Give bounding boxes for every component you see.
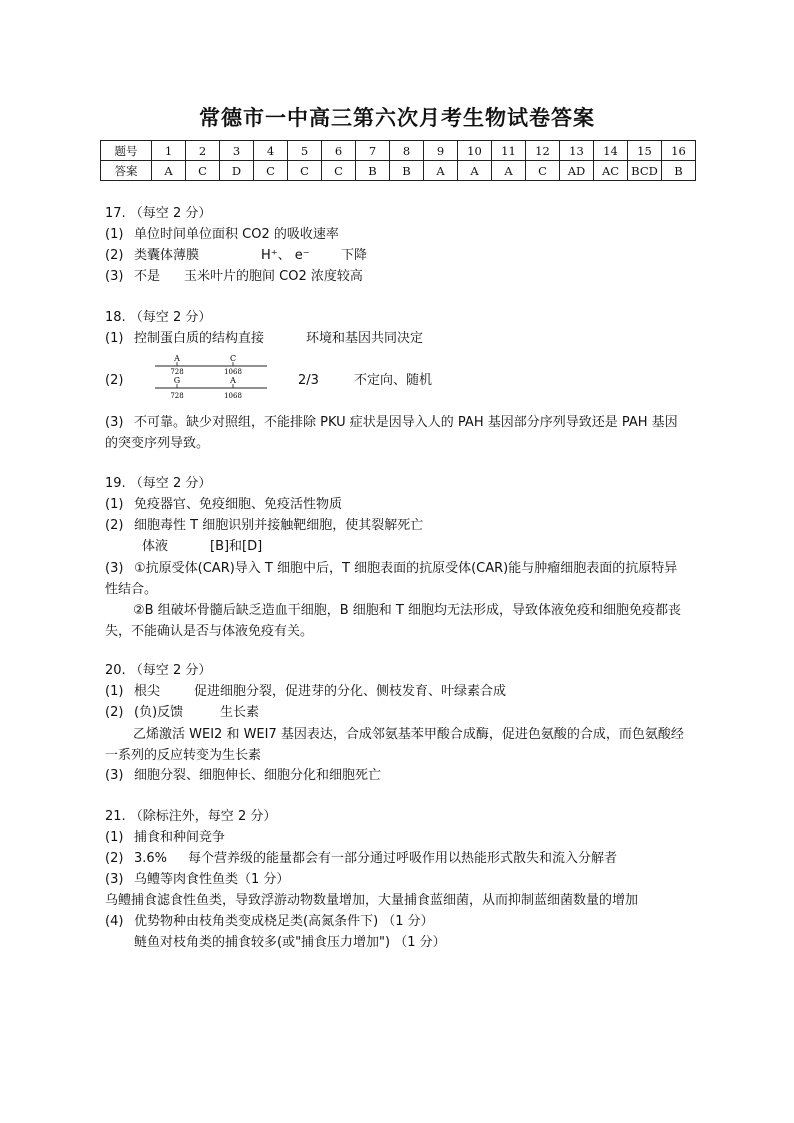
table-row-answers bbox=[101, 161, 696, 181]
q18-heading: 18. （每空 2 分） bbox=[105, 310, 212, 325]
question-number: 12 bbox=[526, 141, 560, 161]
item-number: (3) bbox=[105, 561, 124, 576]
answer-cell: C bbox=[322, 161, 356, 181]
question-number: 11 bbox=[492, 141, 526, 161]
q18-line-3 bbox=[105, 412, 690, 454]
answer-cell: A bbox=[152, 161, 186, 181]
answer-cell: A bbox=[492, 161, 526, 181]
answer-text: 不定向、随机 bbox=[354, 373, 433, 388]
row-label-question-number: 题号 bbox=[101, 141, 152, 161]
answer-cell: C bbox=[288, 161, 322, 181]
answer-cell: B bbox=[356, 161, 390, 181]
answer-text: 生长素 bbox=[220, 705, 260, 720]
q21-heading: 21. （除标注外，每空 2 分） bbox=[105, 809, 277, 824]
q19-line-3 bbox=[105, 558, 690, 600]
answer-cell: B bbox=[662, 161, 696, 181]
answer-text: 控制蛋白质的结构直接 bbox=[134, 331, 265, 346]
q20-heading: 20. （每空 2 分） bbox=[105, 663, 212, 678]
q17-line-2 bbox=[105, 246, 367, 266]
question-number: 13 bbox=[560, 141, 594, 161]
q21-line-4b: 鲢鱼对枝角类的捕食较多(或"捕食压力增加") （1 分） bbox=[134, 935, 446, 950]
item-number: (1) bbox=[105, 331, 124, 346]
question-number: 10 bbox=[458, 141, 492, 161]
answer-table bbox=[100, 140, 696, 181]
item-number: (2) bbox=[105, 705, 124, 720]
q19-line-2b bbox=[142, 537, 262, 557]
answer-cell: C bbox=[186, 161, 220, 181]
answer-text: 下降 bbox=[341, 248, 368, 263]
diagram-label-g: G bbox=[173, 376, 181, 385]
q17-line-1 bbox=[105, 225, 339, 245]
item-number: (1) bbox=[105, 497, 124, 512]
mutation-site-diagram bbox=[155, 354, 270, 402]
q19-line-2 bbox=[105, 516, 423, 536]
q20-line-2 bbox=[105, 703, 259, 723]
answer-cell: C bbox=[526, 161, 560, 181]
question-number: 16 bbox=[662, 141, 696, 161]
answer-text: ①抗原受体(CAR)导入 T 细胞中后，T 细胞表面的抗原受体(CAR)能与肿瘤细胞表面的抗原特异性结合。 bbox=[105, 561, 678, 597]
answer-cell: BCD bbox=[628, 161, 662, 181]
q21-line-3 bbox=[105, 870, 289, 890]
q21-line-1 bbox=[105, 828, 225, 848]
answer-text: 环境和基因共同决定 bbox=[306, 331, 424, 346]
answer-text: 细胞毒性 T 细胞识别并接触靶细胞，使其裂解死亡 bbox=[134, 518, 424, 533]
answer-text: 优势物种由枝角类变成桡足类(高氮条件下) （1 分） bbox=[134, 914, 434, 929]
q20-line-2c: 乙烯激活 WEI2 和 WEI7 基因表达，合成邻氨基苯甲酸合成酶，促进色氨酸的合成，而色氨酸经一系列的反应转变为生长素 bbox=[105, 727, 684, 763]
question-number: 7 bbox=[356, 141, 390, 161]
question-number: 6 bbox=[322, 141, 356, 161]
item-number: (2) bbox=[105, 373, 124, 388]
answer-text: 每个营养级的能量都会有一部分通过呼吸作用以热能形式散失和流入分解者 bbox=[188, 851, 618, 866]
question-number: 15 bbox=[628, 141, 662, 161]
item-number: (2) bbox=[105, 851, 124, 866]
answer-text: 2/3 bbox=[298, 373, 319, 388]
q20-line-1 bbox=[105, 682, 506, 702]
page-title: 常德市一中高三第六次月考生物试卷答案 bbox=[199, 105, 595, 130]
q19-heading: 19. （每空 2 分） bbox=[105, 476, 212, 491]
answer-cell: C bbox=[254, 161, 288, 181]
q17-heading: 17. （每空 2 分） bbox=[105, 206, 212, 221]
q19-line-1 bbox=[105, 495, 342, 515]
answer-text: 根尖 bbox=[134, 684, 161, 699]
question-number: 5 bbox=[288, 141, 322, 161]
diagram-pos-1068: 1068 bbox=[224, 368, 242, 376]
q19-line-3b: ②B 组破坏骨髓后缺乏造血干细胞，B 细胞和 T 细胞均无法形成，导致体液免疫和细胞免疫都丧失，不能确认是否与体液免疫有关。 bbox=[105, 603, 681, 639]
question-number: 8 bbox=[390, 141, 424, 161]
answer-text: 促进细胞分裂，促进芽的分化、侧枝发育、叶绿素合成 bbox=[194, 684, 507, 699]
answer-text: 捕食和种间竞争 bbox=[134, 830, 226, 845]
answer-text: 乌鳢等肉食性鱼类（1 分） bbox=[134, 872, 290, 887]
answer-cell: D bbox=[220, 161, 254, 181]
diagram-label-c: C bbox=[229, 354, 237, 363]
question-number: 4 bbox=[254, 141, 288, 161]
item-number: (3) bbox=[105, 872, 124, 887]
diagram-pos-1068b: 1068 bbox=[224, 392, 242, 400]
answer-text: H⁺、 e⁻ bbox=[261, 248, 310, 263]
diagram-pos-728: 728 bbox=[170, 368, 184, 376]
item-number: (1) bbox=[105, 227, 124, 242]
item-number: (4) bbox=[105, 914, 124, 929]
answer-cell: A bbox=[458, 161, 492, 181]
answer-text: 免疫器官、免疫细胞、免疫活性物质 bbox=[134, 497, 343, 512]
q20-line-3 bbox=[105, 766, 381, 786]
q17-line-3 bbox=[105, 267, 363, 287]
q18-line-1 bbox=[105, 329, 423, 349]
diagram-label-a2: A bbox=[230, 376, 236, 385]
q21-line-2 bbox=[105, 849, 617, 869]
answer-cell: B bbox=[390, 161, 424, 181]
table-row-numbers bbox=[101, 141, 696, 161]
diagram-pos-728b: 728 bbox=[170, 392, 184, 400]
item-number: (3) bbox=[105, 768, 124, 783]
question-number: 9 bbox=[424, 141, 458, 161]
item-number: (2) bbox=[105, 518, 124, 533]
q21-line-4 bbox=[105, 912, 434, 932]
answer-cell: A bbox=[424, 161, 458, 181]
row-label-answer: 答案 bbox=[101, 161, 152, 181]
answer-text: 细胞分裂、细胞伸长、细胞分化和细胞死亡 bbox=[134, 768, 382, 783]
answer-cell: AC bbox=[594, 161, 628, 181]
q21-line-3b: 乌鳢捕食滤食性鱼类，导致浮游动物数量增加，大量捕食蓝细菌，从而抑制蓝细菌数量的增加 bbox=[105, 893, 639, 908]
item-number: (2) bbox=[105, 248, 124, 263]
answer-text: 体液 bbox=[142, 539, 169, 554]
answer-text: 不是 bbox=[134, 269, 161, 284]
answer-cell: AD bbox=[560, 161, 594, 181]
answer-text: (负)反馈 bbox=[134, 705, 184, 720]
item-number: (1) bbox=[105, 684, 124, 699]
question-number: 1 bbox=[152, 141, 186, 161]
answer-text: 玉米叶片的胞间 CO2 浓度较高 bbox=[184, 269, 363, 284]
question-number: 14 bbox=[594, 141, 628, 161]
answer-text: 不可靠。缺少对照组，不能排除 PKU 症状是因导入人的 PAH 基因部分序列导致还是 PAH 基因的突变序列导致。 bbox=[105, 415, 678, 451]
answer-text: [B]和[D] bbox=[210, 539, 263, 554]
question-number: 3 bbox=[220, 141, 254, 161]
answer-text: 类囊体薄膜 bbox=[134, 248, 200, 263]
answer-text: 3.6% bbox=[134, 851, 168, 866]
item-number: (1) bbox=[105, 830, 124, 845]
answer-text: 单位时间单位面积 CO2 的吸收速率 bbox=[134, 227, 339, 242]
item-number: (3) bbox=[105, 269, 124, 284]
diagram-label-a: A bbox=[174, 354, 180, 363]
question-number: 2 bbox=[186, 141, 220, 161]
item-number: (3) bbox=[105, 415, 124, 430]
